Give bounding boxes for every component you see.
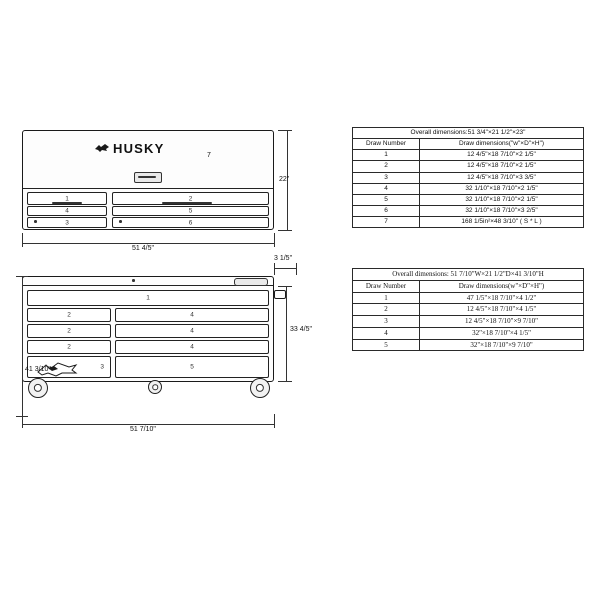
- chest-drawer-label-3: 3: [65, 219, 69, 226]
- cabinet-width-dimline: [22, 424, 274, 425]
- caster-mid: [148, 380, 162, 394]
- chest-row-4-number: 4: [353, 183, 420, 194]
- cabinet-depth-dimline: [274, 268, 296, 269]
- cabinet-depth-label: 3 1/5": [274, 255, 293, 262]
- husky-logo: [94, 140, 194, 156]
- table-row: [353, 339, 584, 351]
- rolling-cabinet-front-view: [22, 276, 274, 401]
- chest-drawer-label-5: 5: [188, 207, 193, 215]
- cabinet-top-dot-left: [132, 279, 135, 282]
- cabinet-height-label: 33 4/5": [290, 326, 312, 333]
- table-row: [353, 150, 584, 161]
- cabinet-drawer-2a: [27, 308, 111, 322]
- caster-left-hub: [34, 384, 42, 392]
- cabinet-row-2-number: 2: [353, 304, 420, 316]
- chest-row-7-dims: 168 1/5in²×48 3/10" ( S * L ): [420, 217, 584, 228]
- cabinet-width-ext-right: [274, 414, 275, 428]
- table-row-overall: [353, 128, 584, 139]
- chest-height-ext-bottom: [278, 230, 292, 231]
- cabinet-drawer-label-4b: 4: [190, 327, 194, 335]
- cabinet-drawer-label-5: 5: [190, 363, 194, 371]
- chest-drawer-4: [27, 206, 107, 216]
- cabinet-row-4-dims: 32"×18 7/10"×4 1/5": [420, 327, 584, 339]
- cabinet-spec-table: [352, 268, 584, 351]
- table-row: [353, 183, 584, 194]
- chest-spec-table: [352, 127, 584, 228]
- cabinet-drawer-4c: [115, 340, 269, 354]
- chest-width-ext-right: [274, 233, 275, 247]
- chest-row-5-dims: 32 1/10"×18 7/10"×2 1/5": [420, 194, 584, 205]
- table-row: [353, 161, 584, 172]
- chest-lid-divider: [23, 188, 273, 189]
- tool-chest-front-view: [22, 130, 274, 230]
- cabinet-depth-ext-left: [274, 263, 275, 275]
- husky-wordmark: HUSKY: [113, 140, 165, 156]
- chest-row-2-number: 2: [353, 161, 420, 172]
- chest-drawer-label-6: 6: [188, 219, 193, 226]
- cabinet-row-3-number: 3: [353, 316, 420, 328]
- cabinet-drawer-label-2b: 2: [67, 327, 71, 335]
- cabinet-drawer-label-2a: 2: [67, 311, 71, 319]
- cabinet-drawer-label-2c: 2: [67, 343, 71, 351]
- chest-drawer-3: [27, 217, 107, 228]
- cabinet-drawer-label-4c: 4: [190, 343, 194, 351]
- chest-drawer-1-handle: [52, 202, 82, 204]
- chest-drawer-label-1: 1: [65, 195, 69, 202]
- cabinet-drawer-label-1: 1: [146, 294, 150, 302]
- cabinet-row-1-number: 1: [353, 292, 420, 304]
- cabinet-total-height-ext-top: [16, 276, 28, 277]
- cabinet-row-3-dims: 12 4/5"×18 7/10"×9 7/10": [420, 316, 584, 328]
- chest-row-6-dims: 32 1/10"×18 7/10"×3 2/5": [420, 205, 584, 216]
- cabinet-drawer-5: [115, 356, 269, 378]
- husky-dog-icon: [94, 142, 110, 154]
- cabinet-depth-ext-right: [296, 263, 297, 275]
- cabinet-height-ext-top: [278, 286, 292, 287]
- chest-row-2-dims: 12 4/5"×18 7/10"×2 1/5": [420, 161, 584, 172]
- cabinet-row-4-number: 4: [353, 327, 420, 339]
- cabinet-col-header-number: Draw Number: [353, 280, 420, 292]
- cabinet-overall-dimensions: Overall dimensions: 51 7/10"W×21 1/2"D×41 3/10"H: [353, 269, 584, 281]
- table-row: [353, 205, 584, 216]
- chest-height-label: 22": [279, 176, 290, 183]
- cabinet-total-height-ext-bottom: [16, 416, 28, 417]
- cabinet-row-1-dims: 47 1/5"×18 7/10"×4 1/2": [420, 292, 584, 304]
- chest-row-1-dims: 12 4/5"×18 7/10"×2 1/5": [420, 150, 584, 161]
- cabinet-row-5-number: 5: [353, 339, 420, 351]
- chest-col-header-number: Draw Number: [353, 139, 420, 150]
- cabinet-height-dimline: [286, 286, 287, 381]
- table-row: [353, 292, 584, 304]
- chest-lock-dot-left: [34, 220, 37, 223]
- caster-mid-hub: [152, 384, 158, 390]
- cabinet-side-handle-bracket: [274, 290, 286, 299]
- cabinet-drawer-label-4a: 4: [190, 311, 194, 319]
- chest-row-3-number: 3: [353, 172, 420, 183]
- chest-drawer-6: [112, 217, 269, 228]
- cabinet-height-ext-bottom: [278, 381, 292, 382]
- cabinet-drawer-4b: [115, 324, 269, 338]
- cabinet-row-5-dims: 32"×18 7/10"×9 7/10": [420, 339, 584, 351]
- table-row: [353, 304, 584, 316]
- table-row: [353, 194, 584, 205]
- chest-height-ext-top: [278, 130, 292, 131]
- chest-width-dimline: [22, 243, 274, 244]
- chest-width-label: 51 4/5": [132, 245, 154, 252]
- caster-right-hub: [256, 384, 264, 392]
- cabinet-drawer-2b: [27, 324, 111, 338]
- caster-left: [28, 378, 48, 398]
- cabinet-row-2-dims: 12 4/5"×18 7/10"×4 1/5": [420, 304, 584, 316]
- cabinet-drawer-label-3: 3: [100, 363, 104, 371]
- chest-row-7-number: 7: [353, 217, 420, 228]
- table-row-overall: [353, 269, 584, 281]
- table-header-row: [353, 280, 584, 292]
- table-row: [353, 172, 584, 183]
- cabinet-drawer-4a: [115, 308, 269, 322]
- cabinet-total-height-label: 41 3/10": [25, 366, 51, 373]
- table-row: [353, 217, 584, 228]
- chest-row-1-number: 1: [353, 150, 420, 161]
- cabinet-col-header-dimensions: Draw dimensions(w"×D"×H"): [420, 280, 584, 292]
- cabinet-width-label: 51 7/10": [130, 426, 156, 433]
- chest-lock-dot-right: [119, 220, 122, 223]
- table-row: [353, 316, 584, 328]
- cabinet-total-height-dimline: [22, 276, 23, 416]
- chest-overall-dimensions: Overall dimensions:51 3/4"×21 1/2"×23": [353, 128, 584, 139]
- chest-row-4-dims: 32 1/10"×18 7/10"×2 1/5": [420, 183, 584, 194]
- chest-drawer-2-handle: [162, 202, 212, 204]
- chest-drawer-label-7: 7: [207, 152, 211, 159]
- chest-row-5-number: 5: [353, 194, 420, 205]
- table-header-row: [353, 139, 584, 150]
- caster-right: [250, 378, 270, 398]
- cabinet-drawer-1: [27, 290, 269, 306]
- chest-drawer-label-2: 2: [188, 195, 193, 202]
- chest-col-header-dimensions: Draw dimensions("w"×D"×H"): [420, 139, 584, 150]
- chest-row-6-number: 6: [353, 205, 420, 216]
- table-row: [353, 327, 584, 339]
- chest-drawer-5: [112, 206, 269, 216]
- chest-width-ext-left: [22, 233, 23, 247]
- cabinet-side-handle: [234, 278, 268, 286]
- chest-drawer-label-4: 4: [65, 207, 69, 215]
- chest-row-3-dims: 12 4/5"×18 7/10"×3 3/5": [420, 172, 584, 183]
- cabinet-drawer-2c: [27, 340, 111, 354]
- chest-lock-handle: [138, 176, 156, 178]
